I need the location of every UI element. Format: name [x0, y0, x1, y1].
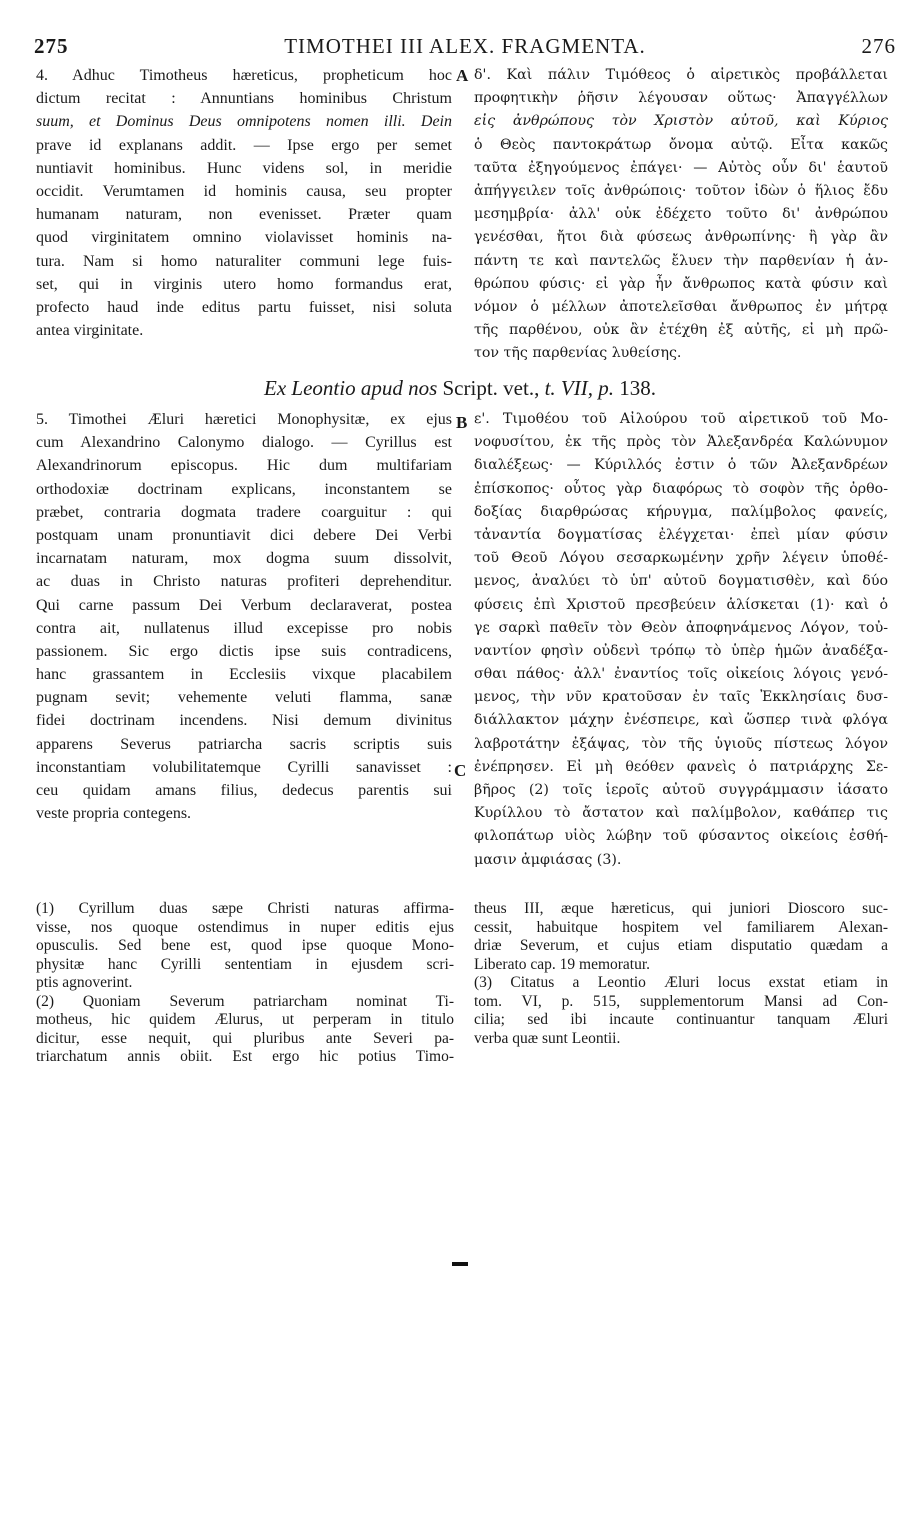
text-line: εἰς ἀνθρώπους τὸν Χριστὸν αὐτοῦ, καὶ Κύριος: [474, 113, 888, 130]
footnote-line: Liberato cap. 19 memoratur.: [474, 955, 651, 973]
text-line: τοῦ Θεοῦ Λόγου σεσαρκωμένην χρῆν λέγειν ὑποθέ-: [474, 550, 888, 567]
text-line: Κυρίλλου τὸ ἄστατον καὶ παλίμβολον, καθάπερ τις: [474, 805, 888, 822]
text-line: inconstantiam volubilitatemque Cyrilli sanavisset :: [36, 758, 452, 776]
text-line: passionem. Sic ergo dictis ipse suis contradicens,: [36, 642, 452, 660]
text-line: contra ait, nullatenus illud excepisse pro nobis: [36, 619, 452, 637]
text-line: humanam naturam, non evenisset. Præter quam: [36, 206, 452, 224]
footnote-line: tom. VI, p. 515, supplementorum Mansi ad Con-: [474, 992, 888, 1010]
text-line: τἀναντία δογματίσας ἐλέγχεται· ἐπεὶ μίαν φύσιν: [474, 526, 888, 543]
footnote-line: physitæ hanc Cyrilli sententiam in ejusdem scri-: [36, 955, 454, 973]
text-line: μενος, ἀναλύει τὸ ὑπ' αὐτοῦ δογματισθὲν, καὶ δύο: [474, 573, 888, 590]
text-line: Qui carne passum Dei Verbum declaraverat, postea: [36, 596, 452, 614]
text-line: λαβροτάτην ἐξάψας, τὸν τῆς ὑγιοῦς πίστεως λόγον: [474, 735, 888, 752]
footnote-line: visse, nos quoque ostendimus in nuper editis ejus: [36, 918, 454, 936]
text-line: προφητικὴν ῥῆσιν λέγουσαν οὕτως· Ἀπαγγέλλων: [474, 90, 888, 107]
footnote-line: driæ Severum, et cujus etiam disputatio quædam a: [474, 937, 888, 954]
text-line: apparens Severus patriarcha sacris scriptis suis: [36, 735, 452, 753]
page-number-left: 275: [34, 34, 69, 58]
text-line: τον τῆς παρθενίας λυθείσης.: [474, 345, 682, 362]
footnote-line: verba quæ sunt Leontii.: [474, 1029, 621, 1047]
source-page: 138.: [619, 376, 656, 400]
text-line: 5. Timothei Æluri hæretici Monophysitæ, ex ejus: [36, 411, 452, 428]
text-line: γενέσθαι, ἤτοι διὰ φύσεως ἀνθρωπίνης· ἢ γὰρ ἂν: [474, 229, 888, 246]
text-line: φύσεις ἐπὶ Χριστοῦ πρεσβεύειν ἁλίσκεται (1)· καὶ ὁ: [474, 596, 888, 613]
text-line: διάλλακτον μάχην ἐνέσπειρε, καὶ ὥσπερ τινὰ φλόγα: [474, 712, 888, 729]
footnote-line: (3) Citatus a Leontio Æluri locus exstat etiam in: [474, 974, 888, 991]
text-line: διαλέξεως· — Κύριλλός ἐστιν ὁ τῶν Ἀλεξανδρέων: [474, 457, 888, 474]
section5-latin-column: [36, 408, 452, 825]
text-line: set, qui in virginis utero homo formandus erat,: [36, 275, 452, 293]
text-line: ὁ Θεὸς παντοκράτωρ ὄνομα αὐτῷ. Εἶτα κακῶς: [474, 136, 888, 153]
text-line: τῆς παρθένου, οὐκ ἂν ἐτέχθη ἐξ αὐτῆς, εἰ μὴ πρῶ-: [474, 322, 888, 339]
text-line: θρώπου φύσις· εἰ γὰρ ἦν ἄνθρωπος κατὰ φύσιν καὶ: [474, 275, 888, 292]
text-line: ac duas in Christo naturas profiteri deprehenditur.: [36, 573, 452, 591]
text-line: ἐνέπρησεν. Εἰ μὴ θεόθεν φανεὶς ὁ πατριάρχης Σε-: [474, 758, 888, 775]
text-line: occidit. Verumtamen id hominis causa, seu propter: [36, 182, 452, 200]
text-line: profecto haud inde editus partu fuisset, nisi soluta: [36, 298, 452, 316]
margin-mark-c: C: [454, 761, 467, 780]
footnote-line: opusculis. Sed bene est, quod ipse quoque Mono-: [36, 937, 454, 954]
text-line: ναντίον φησὶν οὐδενὶ τρόπῳ τὸ ὑπὲρ ἡμῶν ἀναδέξα-: [474, 642, 888, 659]
margin-mark-a: A: [456, 66, 469, 85]
section4-greek-column: [474, 64, 888, 365]
text-line: ε'. Τιμοθέου τοῦ Αἰλούρου τοῦ αἱρετικοῦ τοῦ Μο-: [474, 411, 888, 427]
text-line: ceu quidam amans filius, dedecus parentis sui: [36, 782, 452, 799]
running-header: [34, 34, 896, 64]
margin-mark-b: B: [456, 413, 468, 432]
text-line: 4. Adhuc Timotheus hæreticus, propheticum hoc: [36, 67, 452, 84]
page-end-mark: [452, 1262, 468, 1266]
text-line: ἀπήγγειλεν τοῖς ἀνθρώποις· τοῦτον ἰδὼν ὁ ἥλιος ἔδυ: [474, 182, 888, 199]
text-line: antea virginitate.: [36, 322, 144, 340]
text-line: μενος, τὴν νῦν κρατοῦσαν ἐν ταῖς Ἐκκλησίαις δυσ-: [474, 689, 888, 706]
text-line: veste propria contegens.: [36, 805, 192, 823]
text-line: δοξίας διαρθρώσας κήρυγμα, παλίμβολος φανείς,: [474, 503, 888, 520]
footnotes-left: [36, 900, 454, 1067]
section4-latin-column: [36, 64, 452, 342]
text-line: fidei doctrinam incendens. Nisi demum divinitus: [36, 712, 452, 730]
text-line: hanc grassantem in Ecclesiis vixque placabilem: [36, 666, 452, 684]
footnote-line: (2) Quoniam Severum patriarcham nominat Ti-: [36, 992, 454, 1010]
text-line: γε σαρκὶ παθεῖν τὸν Θεὸν ἀποφηνάμενος Λόγον, τοὐ-: [474, 619, 888, 636]
footnote-line: cessit, habuitque hospitem vel familiarem Alexan-: [474, 918, 888, 936]
text-line: μασιν ἀμφιάσας (3).: [474, 851, 622, 868]
text-line: prave id explanans addit. — Ipse ergo per semet: [36, 136, 452, 154]
text-line: ἐπίσκοπος· οὗτος γὰρ διαφόρως τὸ σοφὸν τῆς ὀρθο-: [474, 480, 888, 497]
text-line: dictum recitat : Annuntians hominibus Christum: [36, 90, 452, 108]
page-number-right: 276: [861, 34, 896, 58]
text-line: postquam unam pronuntiavit dici debere Dei Verbi: [36, 526, 452, 544]
footnote-line: (1) Cyrillum duas sæpe Christi naturas affirma-: [36, 900, 454, 917]
text-line: ταῦτα ἐξηγούμενος ἐπάγει· — Αὐτὸς οὖν δι' ἑαυτοῦ: [474, 159, 888, 176]
text-line: μεσημβρία· ἀλλ' οὐκ ἐδέχετο τοῦτο δι' ἀνθρώπου: [474, 206, 888, 223]
text-line: tura. Nam si homo naturaliter communi lege fuis-: [36, 252, 452, 270]
footnote-line: ptis agnoverint.: [36, 974, 133, 991]
section5-greek-column: [474, 408, 888, 872]
text-line: σθαι πάθος· ἀλλ' ἐναντίος τοῖς οἰκείοις λόγοις γενό-: [474, 666, 888, 683]
text-line: νόμον ὁ μέλλων ἀποτελεῖσθαι ἄνθρωπος ἐν μήτρᾳ: [474, 298, 888, 315]
text-line: incarnatam naturam, mox dogma suum dissolvit,: [36, 550, 452, 568]
text-line: νοφυσίτου, ἐκ τῆς πρὸς τὸν Ἀλεξανδρέα Καλώνυμον: [474, 434, 888, 451]
footnote-line: cilia; sed ibi incaute continuantur tanquam Æluri: [474, 1011, 888, 1028]
text-line: præbet, contraria dogmata tradere coarguitur : qui: [36, 503, 452, 521]
source-roman: Script. vet.,: [442, 376, 540, 400]
running-title: TIMOTHEI III ALEX. FRAGMENTA.: [284, 34, 646, 58]
text-line: cum Alexandrino Calonymo dialogo. — Cyrillus est: [36, 434, 452, 452]
text-line: πάντη τε καὶ παντελῶς ἔλυεν τὴν παρθενίαν ἡ ἀν-: [474, 252, 888, 269]
source-citation: [0, 374, 920, 402]
text-line: nuntiavit hominibus. Hunc videns sol, in meridie: [36, 159, 452, 177]
footnote-line: theus III, æque hæreticus, qui juniori Dioscoro suc-: [474, 900, 888, 917]
footnotes-right: [474, 900, 888, 1048]
footnote-line: motheus, hic quidem Ælurus, ut perperam in titulo: [36, 1011, 454, 1028]
text-line: Alexandrinorum episcopus. Hic dum multifariam: [36, 457, 452, 475]
text-line: βῆρος (2) τοῖς ἱεροῖς αὐτοῦ συγγράμμασιν ἰάσατο: [474, 782, 888, 798]
footnote-line: dicitur, esse nequit, qui pluribus ante Severi pa-: [36, 1029, 454, 1047]
text-line: pugnam sevit; vehemente veluti flamma, sanæ: [36, 689, 452, 707]
text-line: φιλοπάτωρ υἱὸς λώβην τοῦ φύσαντος οἰκείοις ἐσθή-: [474, 828, 888, 845]
footnote-line: triarchatum annis obiit. Est ergo hic potius Timo-: [36, 1048, 454, 1065]
text-line: quod virginitatem omnino violavisset hominis na-: [36, 229, 452, 247]
source-p-label: p.: [598, 376, 614, 400]
text-line: δ'. Καὶ πάλιν Τιμόθεος ὁ αἱρετικὸς προβάλλεται: [474, 67, 888, 83]
source-volume: VII,: [560, 376, 593, 400]
source-italic: Ex Leontio apud nos: [264, 376, 438, 400]
text-line: suum, et Dominus Deus omnipotens nomen illi. Dein: [36, 113, 452, 131]
source-t-label: t.: [544, 376, 556, 400]
text-line: orthodoxiæ doctrinam explicans, inconstantem se: [36, 480, 452, 498]
